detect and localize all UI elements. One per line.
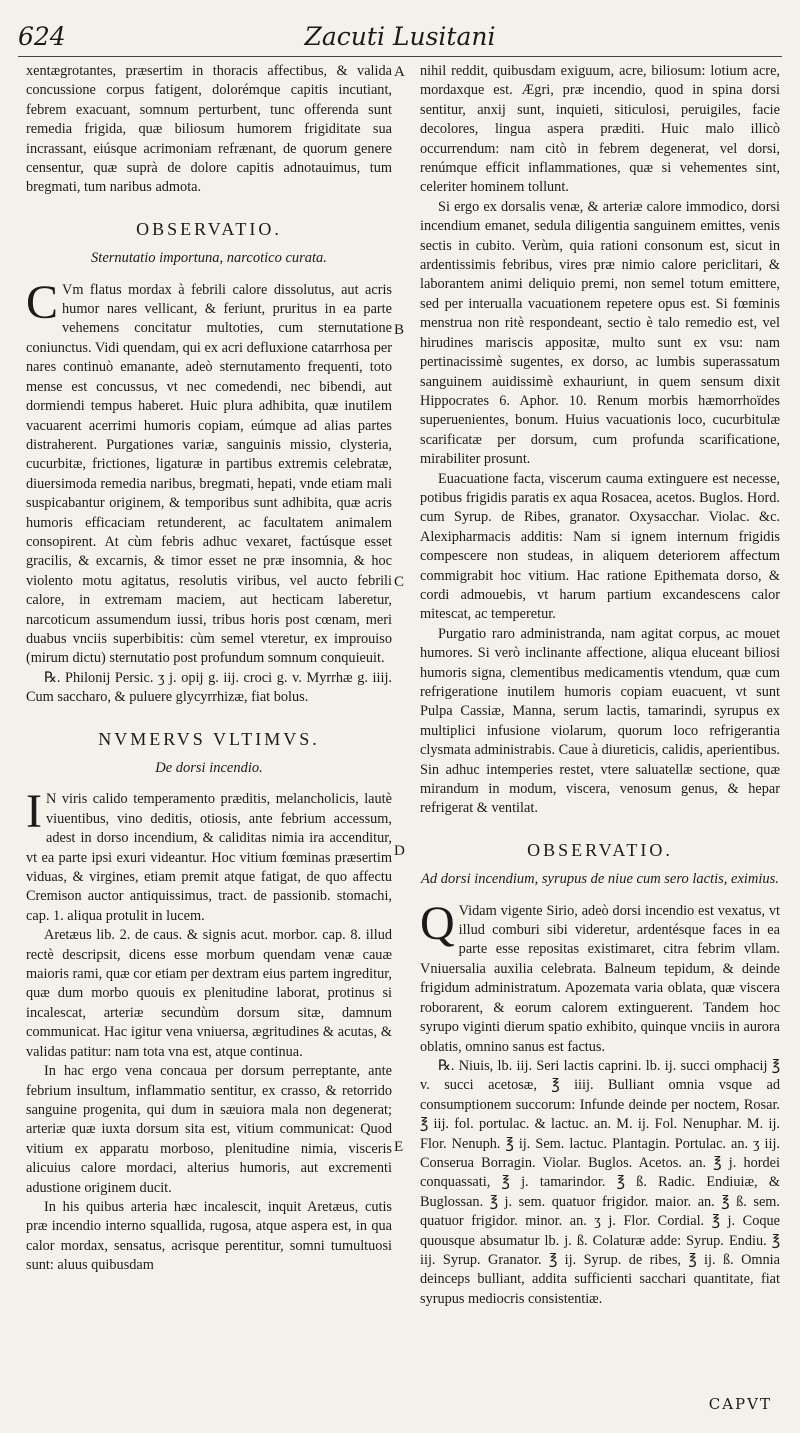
margin-letter-e: E [394, 1139, 404, 1155]
drop-cap: I [26, 785, 42, 839]
running-head: Zacuti Lusitani [304, 22, 496, 51]
numerus-heading: NVMERVS VLTIMVS. [98, 728, 320, 749]
margin-letter-b: B [394, 322, 405, 338]
margin-letter-d: D [394, 843, 405, 859]
euacuatione-paragraph: Euacuatione facta, viscerum cauma extinguere est necesse, potibus frigidis paratis ex aqua Rosacea, acetos. Buglos. Hord. cum Syrup. de Ribes, granator. Oxysacchar. Violac. &c. Alexipharmacis additis: Nam si ignem internum frigidis compescere non studeas, in aliquem deteriorem affectum commigrabit hoc vitium. Hac ratione Epithemata dorso, & cordi admouebis, vt harum partium excandescens calor mitescat, ac temperetur. [420, 470, 780, 623]
margin-letter-a: A [394, 64, 405, 80]
observatio-subtitle-2: Ad dorsi incendium, syrupus de niue cum sero lactis, eximius. [421, 871, 779, 888]
catchword: CAPVT [708, 1395, 772, 1413]
header-rule [18, 56, 782, 57]
numerus-body [26, 785, 392, 926]
observatio-body-2 [420, 896, 780, 1057]
drop-cap: C [26, 275, 59, 329]
continuation-paragraph: nihil reddit, quibusdam exiguum, acre, biliosum: lotium acre, mordaxque est. Ægri, præ incendio, quod in spina dorsi sentitur, anxij sunt, inquieti, siticulosi, peruigiles, facie decolores, lingua aspera præditi. Huic malo illicò occurrendum: nam citò in febrem degenerat, vel dorsi, renúmque efficit inflammationes, quæ si vehementes sint, celeriter hominem tollunt. [420, 63, 780, 196]
observatio-heading-1: OBSERVATIO. [136, 218, 282, 239]
numerus-subtitle: De dorsi incendio. [155, 760, 263, 776]
hac-ergo-paragraph: In hac ergo vena concaua per dorsum perreptante, ante febrium insultum, inflammatio sentitur, ex crasso, & retorrido sanguine progenita, qui dum in sæuiora mala non degenerat; arteriæ quæ iuxta dorsum sita est, vitium communicat: Quod vitium ex apparatu morboso, plenitudine nimia, visceris alicuius calore mordaci, alterius humoris, aut excrementi adustione originem ducit. [26, 1063, 392, 1196]
observatio-text-1: Vm flatus mordax à febrili calore dissolutus, aut acris humor nares vellicant, & feriunt, pruritus in ea parte vehemens concitatur multoties, cum sternutatione coniunctus. Vidi quendam, qui ex acri defluxione catarrhosa per nares continuò emanante, adeò sternutamento frequenti, toto mense est concussus, vt nec comedendi, nec bibendi, aut dormiendi tempus haberet. Huic plura adhibita, quæ inutilem vacuarent acerrimi humoris copiam, eúmque ad alias partes distraherent. Purgationes variæ, sanguinis missio, clysteria, cucurbitæ, frictiones, ligaturæ in partibus extremis celebratæ, diuersimoda remedia naribus, bregmati, hepati, vnde etiam mali suspicabantur originem, & temporibus sunt adhibita, quæ acris humoris efficaciam retunderent, ac facultatem animalem consopirent. At cùm febris adhuc vexaret, factúsque esset gracilis, & excarnis, & timor esset ne præ insomnia, & hoc violento motu agitatus, resolutis viribus, vel aucto febrili calore, in extremam maciem, aut hecticam laberetur, narcoticum assumendum iussi, tribus horis post cœnam, meri duabus vnciis superbibitis: cùm semel vteretur, ex improuiso (mirum dictu) sternutatio post profundum somnum conquieuit. [26, 281, 392, 667]
observatio-heading-2: OBSERVATIO. [527, 839, 673, 860]
recipe-2: ℞. Niuis, lb. iij. Seri lactis caprini. lb. ij. succi omphacij ℥ v. succi acetosæ, ℥ iiij. Bulliant omnia vsque ad consumptionem succorum: Infunde deinde per noctem, Rosar. ℥ iij. fol. portulac. & lactuc. an. M. ij. Fol. Nenuphar. M. ij. Flor. Nenuph. ℥ ij. Sem. lactuc. Plantagin. Portulac. an. ʒ iij. Conserua Borragin. Violar. Buglos. Acetos. an. ℥ j. hordei conquassati, ℥ j. tamarindor. ℥ ß. Radic. Endiuiæ, & Buglossan. ℥ j. sem. quatuor frigidor. maior. an. ℥ ß. sem. quatuor frigidor. minor. an. ʒ j. Flor. Cordial. ℥ j. Coque quousque absumatur lb. j. ß. Colaturæ adde: Syrup. Endiu. ℥ iij. Syrup. Granator. ℥ ij. Syrup. de ribes, ℥ ij. ß. Omnia deinceps bulliant, addita sufficienti sacchari quantitate, fiat syrupus mediocris consistentiæ. [420, 1057, 780, 1307]
observatio-text-2: Vidam vigente Sirio, adeò dorsi incendio est vexatus, vt illud comburi sibi videretur, ardentésque faces in ea parte esse repositas existimaret, citra febrim vllam. Vniuersalia auxilia celebrata. Balneum tepidum, & deinde frigidum administratum. Apozemata varia oblata, quæ viscera roborarent, & eorum calorem extinguerent. Tandem hoc syrupo viginti dierum spatio exhibito, quinque vnciis in aurora oblatis, omnino sanus est factus. [420, 902, 780, 1055]
aretaeus-paragraph: Aretæus lib. 2. de caus. & signis acut. morbor. cap. 8. illud rectè descripsit, dicens esse morbum quendam venæ cauæ maioris rami, quæ cor etiam per dextram eius partem ingreditur, quæ dum morbo quouis ex plenitudine laborat, protinus si incalescat, arteriæ secundùm dorsum sitæ, damnum communicat. Hac igitur vena vniuersa, ægritudines & acutas, & validas patitur: nam tota vna est, atque continua. [26, 927, 392, 1060]
left-column [26, 62, 392, 1276]
in-his-paragraph: In his quibus arteria hæc incalescit, inquit Aretæus, cutis præ incendio interno squallida, rugosa, atque aspera est, in qua calor mordax, sensatus, acrisque perentitur, somni tumultuosi sunt: aluus quibusdam [26, 1198, 392, 1274]
numerus-text: N viris calido temperamento præditis, melancholicis, lautè viuentibus, vino deditis, otiosis, ante febrium accessum, adest in dorso incendium, & caliditas nimia ira accenditur, vt ea parte ipsi exuri videantur. Hoc vitium fœminas præsertim viduas, & virgines, etiam premit atque fatigat, de quo affectu Cremison auctor antiquissimus, tract. de passionib. stomachi, cap. 1. aliqua protulit in lucem. [26, 791, 392, 924]
margin-letter-c: C [394, 574, 405, 590]
recipe-1: ℞. Philonij Persic. ʒ j. opij g. iij. croci g. v. Myrrhæ g. iiij. Cum saccharo, & puluere glycyrrhizæ, fiat bolus. [26, 669, 392, 706]
purgatio-paragraph: Purgatio raro administranda, nam agitat corpus, ac mouet humores. Si verò inclinante affectione, aliqua eluceant biliosi humoris signa, clementibus medicamentis vtendum, quæ cum refrigeratione inutilem humoris copiam euacuent, vt sunt Pulpa Cassiæ, Manna, serum lactis, tamarindi, syrupus ex multiplici infusione violarum, quorum loco refrigerantia clysmata administrabis. Caue à diureticis, calidis, aperientibus. Sin adhuc intemperies restet, vtere saluatellæ sectione, quæ mirandum in modum, viscera, venosum genus, & hepar refrigerat & ventilat. [420, 625, 780, 817]
observatio-body-1 [26, 275, 392, 669]
right-column [420, 62, 780, 1309]
drop-cap: Q [420, 896, 455, 950]
intro-paragraph: xentægrotantes, præsertim in thoracis affectibus, & valida concussione corpus fatigent, dolorémque capitis incutiant, febrem exacuant, somnum perturbent, tunc offerenda sunt remedia frigida, quæ biliosum humorem frigiditate sua incrassant, eiúsque acrimoniam refrænant, de quorum genere censentur, quæ suprà de dolore capitis adnotauimus, tum bregmati, tum naribus admota. [26, 63, 392, 196]
si-ergo-paragraph: Si ergo ex dorsalis venæ, & arteriæ calore immodico, dorsi incendium emanet, sedula diligentia sanguinem emittes, venis sectis in cubito. Verùm, quia rationi consonum est, sicut in ardentissimis febribus, vires præ nimio calore periclitari, & laborantem animi deliquio premi, non semel totum emittere, sed per interualla vacuationem repetere opus est. Si fœminis menstrua non ritè respondeant, sectio è talo remedio est, vel hirudines mariscis appositæ, multo sunt ex vsu: nam pertinacissimè sugentes, ex dorso, ac lumbis superassatum sanguinem auidissimè exhauriunt, in quem sensum dixit Hippocrates 6. Aphor. 10. Renum morbis hæmorrhoïdes superuenientes, bonum. Huius vacuationis loco, cucurbitulæ scarificatæ per dorsum, cum profunda scarificatione, mirabiliter prosunt. [420, 198, 780, 468]
page-number: 624 [18, 22, 66, 51]
observatio-subtitle-1: Sternutatio importuna, narcotico curata. [91, 250, 327, 267]
